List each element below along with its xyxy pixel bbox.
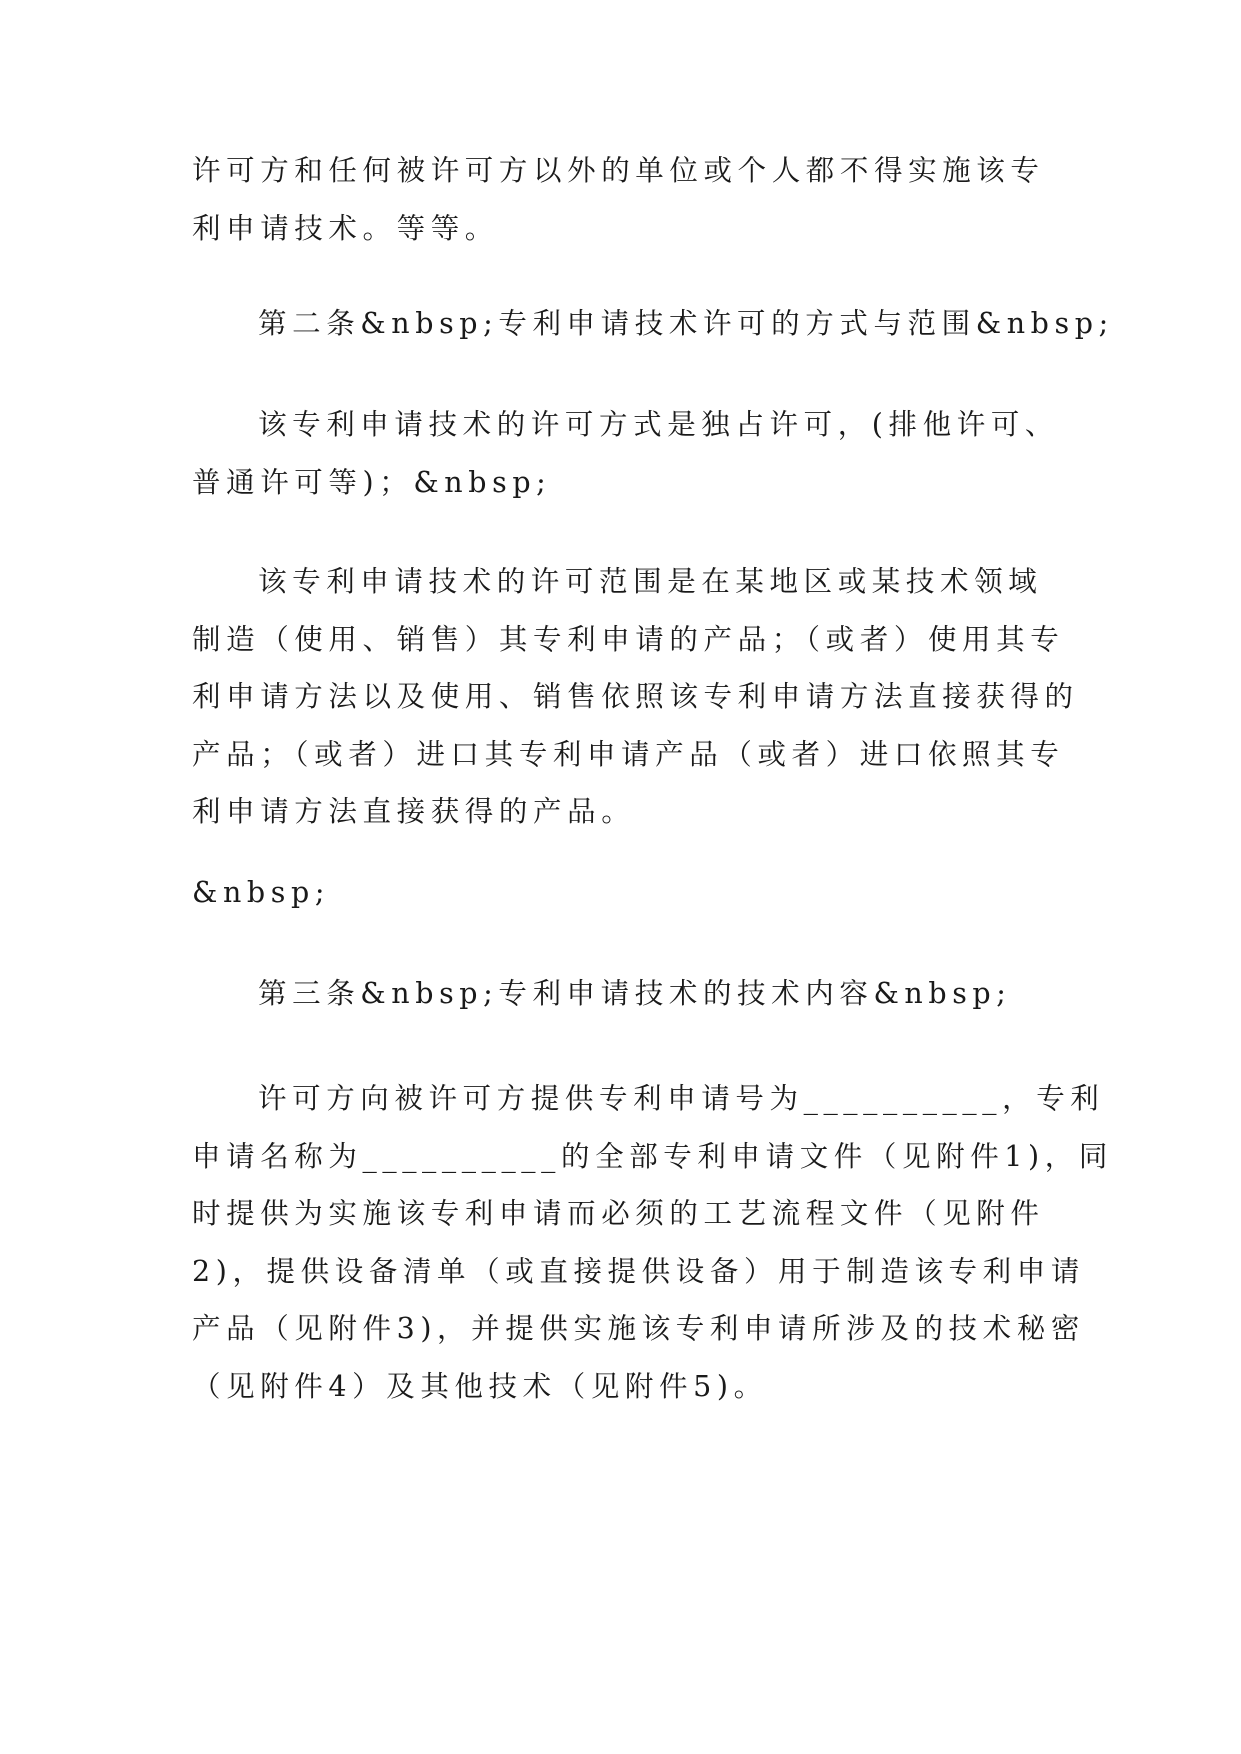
text-line: &nbsp;: [192, 876, 331, 909]
paragraph-license-scope: [192, 553, 1079, 841]
text-line: 利申请技术。等等。: [192, 211, 499, 245]
text-line: 许可方向被许可方提供专利申请号为__________，专利: [258, 1082, 1105, 1115]
paragraph-technical-content: [192, 1070, 1113, 1415]
text-line: 许可方和任何被许可方以外的单位或个人都不得实施该专: [192, 154, 1045, 187]
text-line: 制造（使用、销售）其专利申请的产品；（或者）使用其专: [192, 622, 1065, 656]
text-line: 利申请方法直接获得的产品。: [192, 795, 636, 828]
paragraph-license-method: [192, 396, 1062, 511]
text-line: 产品；（或者）进口其专利申请产品（或者）进口依照其专: [192, 737, 1065, 771]
text-line: 普通许可等)；&nbsp;: [192, 465, 552, 499]
text-line: 时提供为实施该专利申请而必须的工艺流程文件（见附件: [192, 1197, 1045, 1230]
text-line: 该专利申请技术的许可范围是在某地区或某技术领域: [258, 565, 1043, 598]
heading-line: 第三条&nbsp;专利申请技术的技术内容&nbsp;: [258, 977, 1012, 1010]
text-line: （见附件4）及其他技术（见附件5)。: [192, 1369, 768, 1403]
article-2-heading: [192, 295, 1114, 353]
heading-line: 第二条&nbsp;专利申请技术许可的方式与范围&nbsp;: [258, 307, 1114, 340]
text-line: 产品（见附件3)，并提供实施该专利申请所涉及的技术秘密: [192, 1312, 1085, 1345]
text-line: 利申请方法以及使用、销售依照该专利申请方法直接获得的: [192, 680, 1079, 713]
text-line: 该专利申请技术的许可方式是独占许可，(排他许可、: [258, 408, 1060, 441]
paragraph-blank: [192, 864, 1062, 922]
text-line: 申请名称为__________的全部专利申请文件（见附件1)，同: [192, 1139, 1113, 1173]
article-3-heading: [192, 965, 1062, 1023]
paragraph-continuation: [192, 142, 1062, 257]
text-line: 2)，提供设备清单（或直接提供设备）用于制造该专利申请: [192, 1254, 1085, 1288]
